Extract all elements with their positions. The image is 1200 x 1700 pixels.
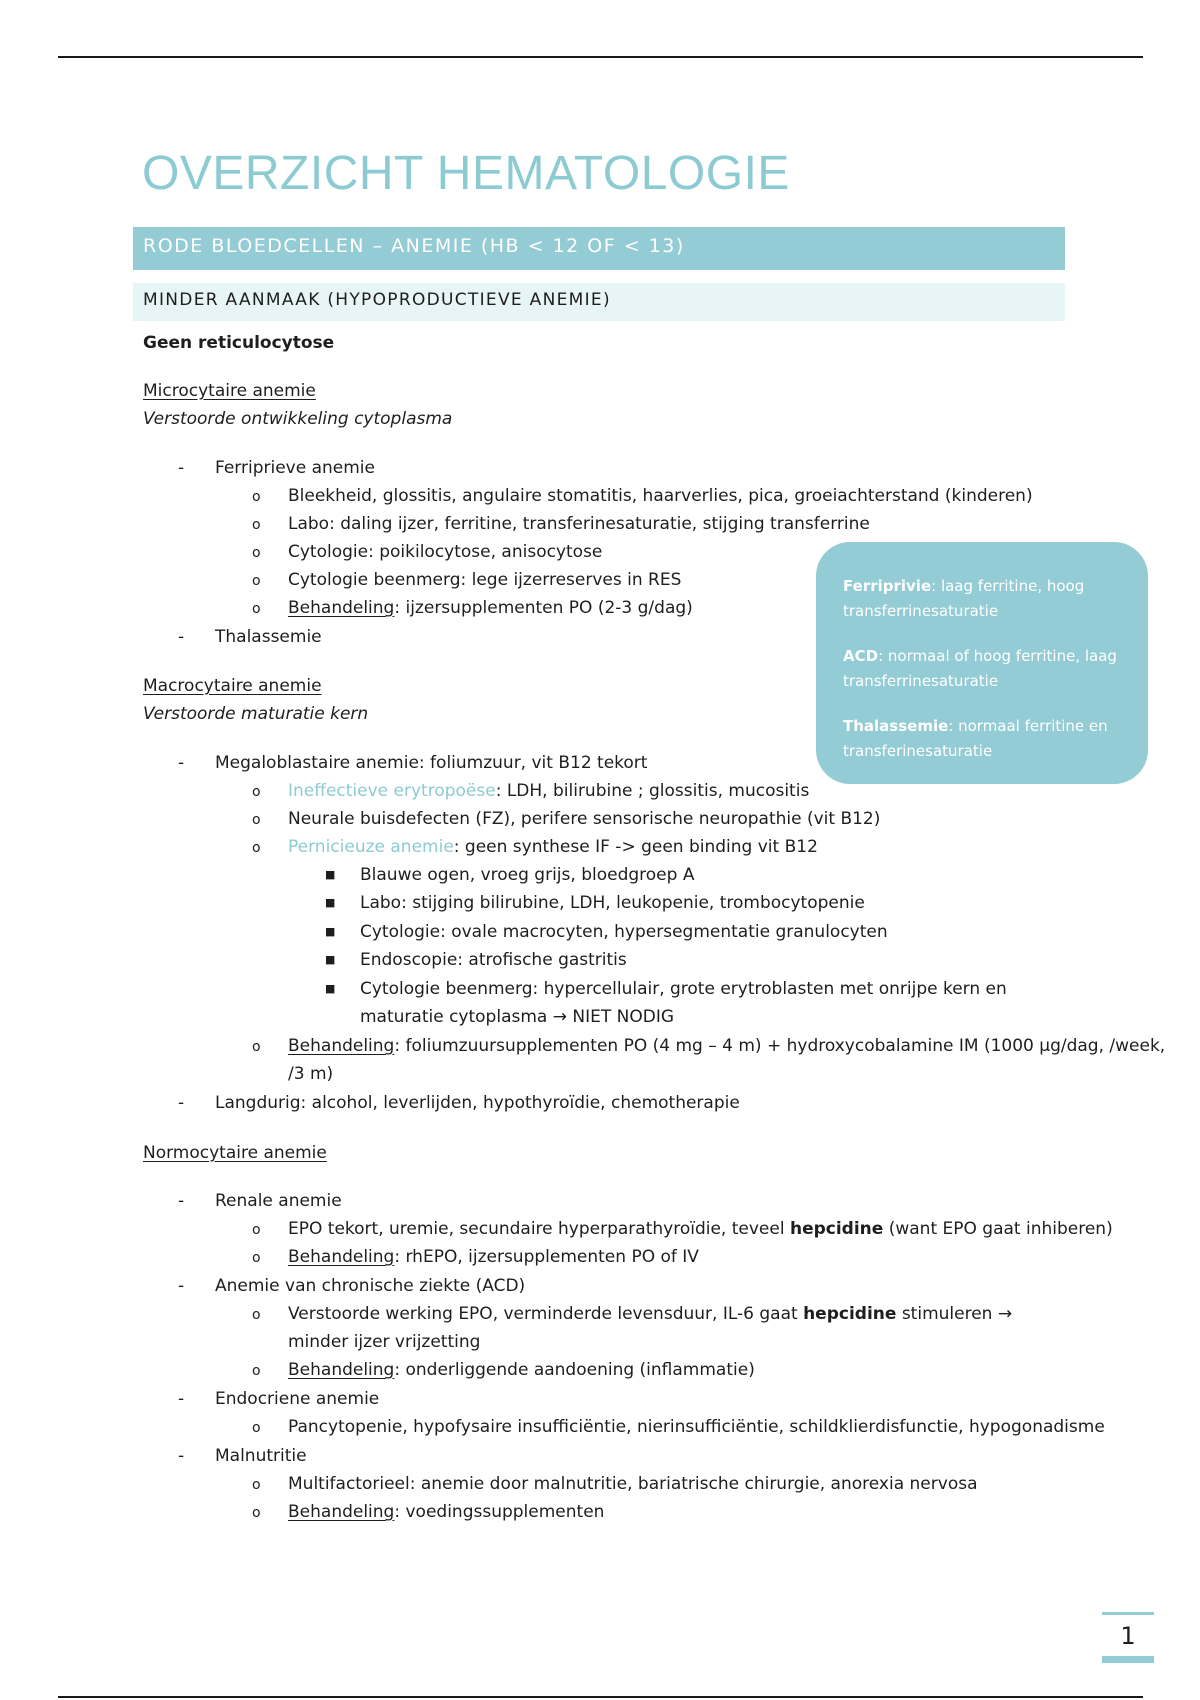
renale-oorzaken bbox=[288, 1218, 1113, 1240]
behandeling-label: Behandeling bbox=[288, 598, 395, 618]
behandeling-label: Behandeling bbox=[288, 1247, 395, 1267]
renale-anemie: Renale anemie bbox=[215, 1191, 342, 1211]
behandeling-text: : rhEPO, ijzersupplementen PO of IV bbox=[394, 1247, 699, 1267]
ferri-cytologie: Cytologie: poikilocytose, anisocytose bbox=[288, 542, 603, 562]
endocriene-anemie: Endocriene anemie bbox=[215, 1389, 380, 1409]
ferri-labo: Labo: daling ijzer, ferritine, transferinesaturatie, stijging transferrine bbox=[288, 514, 870, 534]
section-banner: RODE BLOEDCELLEN – ANEMIE (HB < 12 OF < 13) bbox=[133, 227, 1065, 270]
renale-oorzaken-c: (want EPO gaat inhiberen) bbox=[883, 1219, 1113, 1239]
circle-bullet: o bbox=[252, 545, 261, 561]
circle-bullet: o bbox=[252, 1039, 261, 1055]
pernicieuze-cytologie: Cytologie: ovale macrocyten, hypersegmentatie granulocyten bbox=[360, 922, 888, 942]
acd-oorzaken-1 bbox=[288, 1303, 1012, 1325]
circle-bullet: o bbox=[252, 1477, 261, 1493]
ineffectieve-erytropoese-text: : LDH, bilirubine ; glossitis, mucositis bbox=[495, 781, 810, 801]
subsection-banner: MINDER AANMAAK (HYPOPRODUCTIEVE ANEMIE) bbox=[133, 283, 1065, 321]
pernicieuze-anemie-text: : geen synthese IF -> geen binding vit B12 bbox=[453, 837, 818, 857]
dash-bullet: - bbox=[178, 1389, 185, 1409]
macro-behandeling-2: /3 m) bbox=[288, 1064, 334, 1084]
acd-oorzaken-2: minder ijzer vrijzetting bbox=[288, 1332, 481, 1352]
hepcidine-term: hepcidine bbox=[789, 1219, 884, 1239]
square-bullet: ■ bbox=[325, 925, 336, 938]
circle-bullet: o bbox=[252, 812, 261, 828]
behandeling-label: Behandeling bbox=[288, 1502, 395, 1522]
endocriene-oorzaken: Pancytopenie, hypofysaire insufficiëntie, nierinsufficiëntie, schildklierdisfunctie, hypogonadisme bbox=[288, 1417, 1105, 1437]
acd: Anemie van chronische ziekte (ACD) bbox=[215, 1276, 526, 1296]
behandeling-text: : ijzersupplementen PO (2-3 g/dag) bbox=[394, 598, 693, 618]
circle-bullet: o bbox=[252, 840, 261, 856]
bottom-rule bbox=[58, 1696, 1143, 1698]
circle-bullet: o bbox=[252, 1505, 261, 1521]
callout-ferriprivie-label: Ferriprivie bbox=[843, 577, 932, 595]
circle-bullet: o bbox=[252, 1250, 261, 1266]
ineffectieve-erytropoese-term: Ineffectieve erytropoëse bbox=[288, 781, 496, 801]
dash-bullet: - bbox=[178, 458, 185, 478]
dash-bullet: - bbox=[178, 1276, 185, 1296]
page-title: OVERZICHT HEMATOLOGIE bbox=[142, 147, 790, 200]
circle-bullet: o bbox=[252, 1307, 261, 1323]
ferriprieve-anemie: Ferriprieve anemie bbox=[215, 458, 375, 478]
callout-ferriprivie-text: : laag ferritine, hoog transferrinesaturatie bbox=[843, 577, 1085, 620]
megaloblastaire-anemie: Megaloblastaire anemie: foliumzuur, vit B12 tekort bbox=[215, 753, 648, 773]
normocytaire-heading: Normocytaire anemie bbox=[143, 1143, 327, 1163]
dash-bullet: - bbox=[178, 1191, 185, 1211]
acd-behandeling bbox=[288, 1359, 755, 1381]
callout-ferriprivie bbox=[843, 574, 1128, 624]
pernicieuze-labo: Labo: stijging bilirubine, LDH, leukopenie, trombocytopenie bbox=[360, 893, 865, 913]
behandeling-text: : onderliggende aandoening (inflammatie) bbox=[394, 1360, 755, 1380]
langdurig: Langdurig: alcohol, leverlijden, hypothyroïdie, chemotherapie bbox=[215, 1093, 740, 1113]
ferri-beenmerg: Cytologie beenmerg: lege ijzerreserves in RES bbox=[288, 570, 682, 590]
malnutritie: Malnutritie bbox=[215, 1446, 307, 1466]
behandeling-label: Behandeling bbox=[288, 1036, 395, 1056]
behandeling-label: Behandeling bbox=[288, 1360, 395, 1380]
macrocytaire-heading: Macrocytaire anemie bbox=[143, 676, 322, 696]
circle-bullet: o bbox=[252, 489, 261, 505]
circle-bullet: o bbox=[252, 1222, 261, 1238]
square-bullet: ■ bbox=[325, 868, 336, 881]
macro-behandeling-1 bbox=[288, 1035, 1165, 1057]
thalassemie: Thalassemie bbox=[215, 627, 322, 647]
renale-oorzaken-a: EPO tekort, uremie, secundaire hyperparathyroïdie, teveel bbox=[288, 1219, 790, 1239]
square-bullet: ■ bbox=[325, 953, 336, 966]
pernicieuze-endoscopie: Endoscopie: atrofische gastritis bbox=[360, 950, 627, 970]
geen-reticulocytose: Geen reticulocytose bbox=[143, 333, 335, 353]
behandeling-text: : foliumzuursupplementen PO (4 mg – 4 m) + hydroxycobalamine IM (1000 µg/dag, /week, bbox=[394, 1036, 1166, 1056]
pernicieuze-beenmerg-2: maturatie cytoplasma → NIET NODIG bbox=[360, 1007, 675, 1027]
top-rule bbox=[58, 56, 1143, 58]
circle-bullet: o bbox=[252, 573, 261, 589]
circle-bullet: o bbox=[252, 517, 261, 533]
square-bullet: ■ bbox=[325, 896, 336, 909]
renale-behandeling bbox=[288, 1246, 699, 1268]
callout-acd-label: ACD bbox=[843, 647, 879, 665]
page-number: 1 bbox=[1102, 1612, 1154, 1662]
dash-bullet: - bbox=[178, 753, 185, 773]
callout-thalassemie-text: : normaal ferritine en transferinesaturatie bbox=[843, 717, 1108, 760]
square-bullet: ■ bbox=[325, 982, 336, 995]
callout-acd bbox=[843, 644, 1128, 694]
circle-bullet: o bbox=[252, 784, 261, 800]
iron-comparison-callout bbox=[816, 542, 1148, 784]
hepcidine-term: hepcidine bbox=[803, 1304, 897, 1324]
callout-thalassemie-label: Thalassemie bbox=[843, 717, 949, 735]
acd-oorzaken-c: stimuleren → bbox=[896, 1304, 1013, 1324]
circle-bullet: o bbox=[252, 1363, 261, 1379]
pernicieuze-beenmerg-1: Cytologie beenmerg: hypercellulair, grote erytroblasten met onrijpe kern en bbox=[360, 979, 1007, 999]
microcytaire-subtitle: Verstoorde ontwikkeling cytoplasma bbox=[143, 409, 453, 429]
pernicieuze-kenmerken: Blauwe ogen, vroeg grijs, bloedgroep A bbox=[360, 865, 695, 885]
callout-acd-text: : normaal of hoog ferritine, laag transferrinesaturatie bbox=[843, 647, 1117, 690]
pernicieuze-anemie-term: Pernicieuze anemie bbox=[288, 837, 454, 857]
malnutritie-behandeling bbox=[288, 1501, 604, 1523]
pernicieuze-anemie bbox=[288, 836, 818, 858]
ferri-symptoms: Bleekheid, glossitis, angulaire stomatitis, haarverlies, pica, groeiachterstand (kinderen) bbox=[288, 486, 1033, 506]
callout-thalassemie bbox=[843, 714, 1128, 764]
dash-bullet: - bbox=[178, 627, 185, 647]
dash-bullet: - bbox=[178, 1093, 185, 1113]
neurale-buisdefecten: Neurale buisdefecten (FZ), perifere sensorische neuropathie (vit B12) bbox=[288, 809, 881, 829]
circle-bullet: o bbox=[252, 601, 261, 617]
dash-bullet: - bbox=[178, 1446, 185, 1466]
circle-bullet: o bbox=[252, 1420, 261, 1436]
macrocytaire-subtitle: Verstoorde maturatie kern bbox=[143, 704, 369, 724]
ineffectieve-erytropoese bbox=[288, 780, 809, 802]
ferri-behandeling bbox=[288, 597, 693, 619]
microcytaire-heading: Microcytaire anemie bbox=[143, 381, 316, 401]
behandeling-text: : voedingssupplementen bbox=[394, 1502, 605, 1522]
malnutritie-oorzaken: Multifactorieel: anemie door malnutritie, bariatrische chirurgie, anorexia nervosa bbox=[288, 1474, 978, 1494]
acd-oorzaken-a: Verstoorde werking EPO, verminderde levensduur, IL-6 gaat bbox=[288, 1304, 804, 1324]
